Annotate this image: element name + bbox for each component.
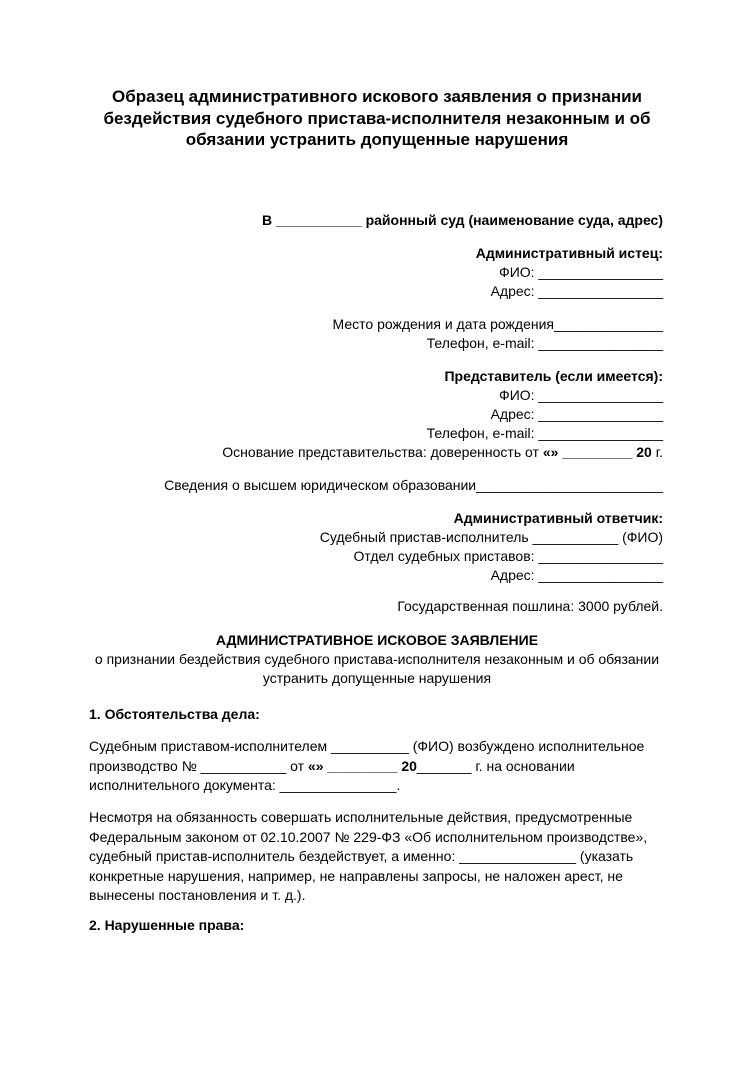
representative-basis-field [222, 443, 663, 462]
defendant-bailiff-field: Судебный пристав-исполнитель ___________ (ФИО) [319, 529, 663, 545]
defendant-heading: Административный ответчик: [453, 510, 663, 526]
section-1-heading: 1. Обстоятельства дела: [89, 706, 260, 722]
paragraph-line: Несмотря на обязанность совершать исполнительные действия, предусмотренные [89, 809, 633, 825]
court-prefix: В [262, 212, 273, 228]
state-fee: Государственная пошлина: 3000 рублей. [397, 598, 663, 614]
basis-year-suffix: г. [651, 444, 663, 460]
fee-line [397, 597, 663, 616]
section-1-paragraph-2 [89, 808, 669, 906]
title-line-1: Образец административного искового заявления о признании [112, 87, 642, 106]
plaintiff-extra-block [333, 315, 663, 353]
section-2-heading: 2. Нарушенные права: [89, 917, 245, 933]
representative-address-field: Адрес: ________________ [490, 406, 663, 422]
court-suffix: районный суд (наименование суда, адрес) [365, 212, 663, 228]
paragraph-line: судебный пристав-исполнитель бездействует, а именно: _______________ (указать [89, 848, 634, 864]
section-1-paragraph-1 [89, 737, 669, 796]
plaintiff-address-field: Адрес: ________________ [490, 283, 663, 299]
para-part: _______ г. на основании [416, 757, 575, 774]
representative-fio-field: ФИО: ________________ [499, 387, 663, 403]
paragraph-line: исполнительного документа: _______________. [89, 777, 401, 793]
plaintiff-heading: Административный истец: [475, 245, 663, 261]
document-title [80, 86, 674, 151]
claim-heading: АДМИНИСТРАТИВНОЕ ИСКОВОЕ ЗАЯВЛЕНИЕ [215, 632, 539, 648]
defendant-address-field: Адрес: ________________ [490, 567, 663, 583]
para-part: производство № ___________ от [89, 757, 308, 774]
para-bold-date: «» _________ 20 [307, 757, 417, 774]
paragraph-line [89, 757, 669, 777]
title-line-3: обязании устранить допущенные нарушения [185, 130, 569, 149]
claim-subtitle-line-1: о признании бездействия судебного пристава-исполнителя незаконным и об обязании [94, 651, 660, 667]
plaintiff-contact-field: Телефон, e-mail: ________________ [426, 335, 663, 351]
representative-heading: Представитель (если имеется): [444, 368, 663, 384]
basis-date: «» _________ 20 [542, 444, 652, 460]
education-line [164, 476, 663, 495]
defendant-department-field: Отдел судебных приставов: ________________ [353, 548, 663, 564]
defendant-block [320, 509, 663, 585]
claim-heading-block [80, 631, 674, 688]
paragraph-line: вынесены постановления и т. д.). [89, 887, 306, 903]
plaintiff-block [476, 244, 663, 301]
paragraph-line: Федеральным законом от 02.10.2007 № 229-ФЗ «Об исполнительном производстве», [89, 828, 648, 845]
paragraph-line: Судебным приставом-исполнителем __________ (ФИО) возбуждено исполнительное [89, 738, 645, 754]
paragraph-line: конкретные нарушения, например, не направлены запросы, не наложен арест, не [89, 867, 623, 884]
education-field: Сведения о высшем юридическом образовании________________________ [164, 477, 663, 493]
plaintiff-birth-field: Место рождения и дата рождения______________ [332, 316, 663, 332]
title-line-2: бездействия судебного пристава-исполнителя незаконным и об [103, 108, 651, 128]
representative-block [222, 367, 663, 462]
claim-subtitle-line-2: устранить допущенные нарушения [262, 670, 492, 686]
plaintiff-fio-field: ФИО: ________________ [499, 264, 663, 280]
court-line [262, 211, 663, 230]
representative-contact-field: Телефон, e-mail: ________________ [426, 425, 663, 441]
court-blank: ___________ [276, 212, 362, 228]
basis-label: Основание представительства: доверенность от [222, 444, 543, 460]
